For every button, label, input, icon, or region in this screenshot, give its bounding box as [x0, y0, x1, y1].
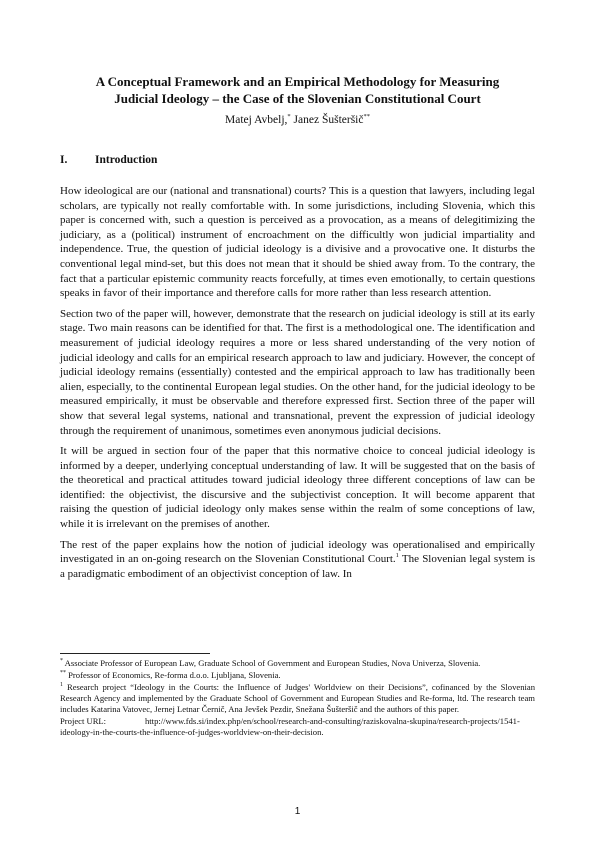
footnote-text: Associate Professor of European Law, Graduate School of Government and European Studies, Nova Univerza, Slovenia.	[63, 658, 481, 668]
section-title: Introduction	[95, 154, 158, 166]
paragraph-text: The rest of the paper explains how the notion of judicial ideology was operationalised and empirically investigated in an on-going research on the Slovenian Constitutional Court.	[60, 538, 535, 566]
body-text	[60, 184, 535, 587]
project-url-label: Project URL:	[60, 716, 107, 726]
paragraph-text: The Slovenian legal system is a paradigmatic embodiment of an objectivist conception of law. In	[60, 553, 535, 580]
footnote-separator	[60, 653, 210, 654]
footnotes	[60, 658, 535, 739]
paragraph: It will be argued in section four of the paper that this normative choice to conceal judicial ideology is informed by a deeper, underlying conceptual understanding of law. It will be suggested that on the basis of the theoretical and practical attitudes toward judicial ideology three different conceptions of law can be identified: the objectivist, the discursive and the subjectivist conception. It will become apparent that raising the question of judicial ideology only makes sense within the realm of some conceptions of law, while it is irrelevant on the premises of another.	[60, 445, 535, 531]
paragraph	[60, 538, 535, 582]
footnote	[60, 670, 535, 681]
author-list	[60, 113, 535, 126]
footnote-marker: 1	[395, 552, 399, 560]
section-heading	[60, 154, 157, 166]
project-url-link[interactable]: http://www.fds.si/index.php/en/school/research-and-consulting/raziskovalna-skupina/research-projects/1541-ideology-in-the-courts-the-influence-of-judges-worldview-on-their-decision.	[60, 716, 520, 737]
paragraph: How ideological are our (national and transnational) courts? This is a question that lawyers, including legal scholars, are typically not really comfortable with. In some jurisdictions, including Slovenia, which this paper is concerned with, such a question is perceived as a provocation, as a means of delegitimizing the judiciary, as a (political) instrument of encroachment on the difficultly won judicial impartiality and independence. True, the question of judicial ideology is a divisive and a provocative one. It disturbs the conventional legal mind-set, but this does not mean that it should be shied away from. To the contrary, the fact that a particular epistemic community reacts forcefully, at times even emotionally, to certain questions speaks in favor of their importance and therefore calls for more rather than less research attention.	[60, 185, 535, 300]
footnote-marker: **	[363, 113, 370, 120]
footnote-marker: *	[60, 658, 63, 664]
footnote-marker: 1	[60, 682, 63, 688]
section-number: I.	[60, 154, 68, 166]
title-line-1: A Conceptual Framework and an Empirical Methodology for Measuring	[95, 74, 500, 89]
paragraph: Section two of the paper will, however, demonstrate that the research on judicial ideology is still at its early stage. Two main reasons can be identified for that. The first is a methodological one. The identification and measurement of judicial ideology requires a more or less shared understanding of the very notion of judicial ideology and calls for an empirical research approach to law and judiciary. However, the concept of judicial ideology remains (essentially) contested and the empirical approach to law has traditionally been alien, especially, to the continental European legal studies. On the other hand, for the judicial ideology to be measured empirically, it must be observable and therefore expressed first. Section three of the paper will show that several legal systems, national and transnational, prevent the expression of judicial ideology through the requirement of unanimous, sometimes even anonymous judicial decisions.	[60, 307, 535, 437]
page-number: 1	[294, 806, 301, 817]
title-line-2: Judicial Ideology – the Case of the Slovenian Constitutional Court	[114, 91, 481, 106]
footnote-text: Research project “Ideology in the Courts: the Influence of Judges' Worldview on their Decisions”, cofinanced by the Slovenian Research Agency and implemented by the Graduate School of Government and European Studies and Re-forma, ltd. The research team includes Katarina Vatovec, Jernej Letnar Černič, Ana Jevšek Pezdir, Snežana Šušteršič and the authors of this paper.	[60, 682, 535, 714]
author-name: Janez Šušteršič	[290, 114, 364, 126]
footnote-marker: *	[287, 113, 291, 120]
footnote	[60, 716, 535, 738]
paper-title	[60, 73, 535, 107]
footnote-text: Professor of Economics, Re-forma d.o.o. Ljubljana, Slovenia.	[66, 670, 281, 680]
footnote-marker: **	[60, 670, 66, 676]
footnote	[60, 682, 535, 715]
footnote	[60, 658, 535, 669]
author-name: Matej Avbelj,	[225, 114, 288, 126]
